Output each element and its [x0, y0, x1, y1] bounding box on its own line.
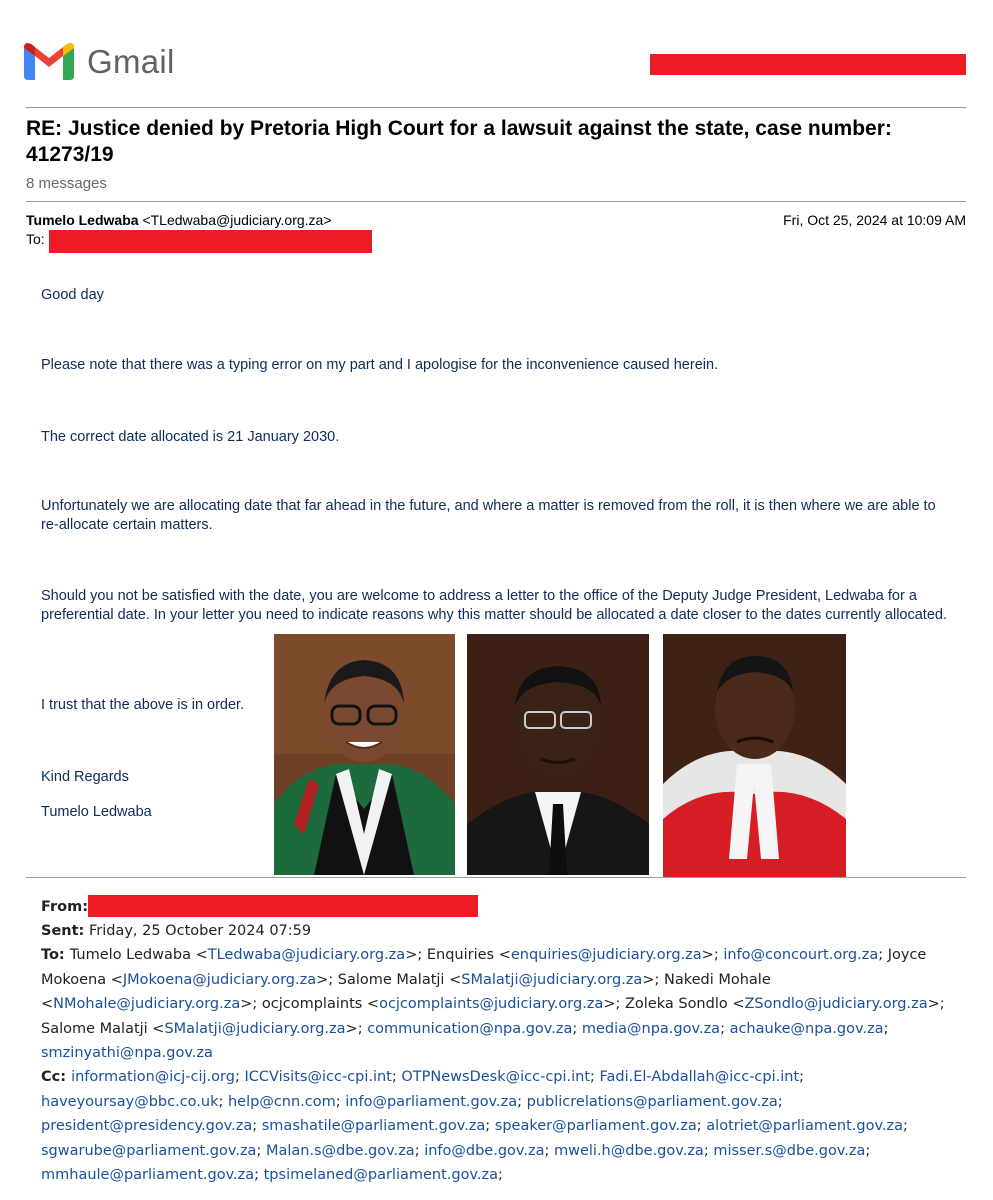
- body-paragraph: Please note that there was a typing error on my part and I apologise for the inconvenience caused herein.: [41, 357, 719, 373]
- subject-divider: [26, 201, 966, 202]
- cc-email-link[interactable]: help@cnn.com: [227, 1093, 336, 1110]
- sign-off: Kind Regards: [41, 769, 129, 785]
- recipient-name: Salome Malatji <: [337, 971, 462, 988]
- message-count: 8 messages: [26, 175, 107, 192]
- sent-value: Friday, 25 October 2024 07:59: [88, 923, 312, 939]
- recipient-name: Enquiries <: [426, 947, 511, 963]
- body-paragraph: Unfortunately we are allocating date that far ahead in the future, and where a matter is removed from the roll, it is then where we are able to re-allocate certain matters.: [41, 498, 936, 533]
- portrait-photo-man-glasses: [467, 634, 649, 875]
- redacted-recipient: [49, 230, 372, 253]
- cc-email-link[interactable]: smashatile@parliament.gov.za: [261, 1118, 486, 1134]
- recipient-name: Nakedi Mohale <: [41, 971, 771, 1012]
- recipient-name: Salome Malatji <: [41, 1020, 165, 1037]
- cc-email-link[interactable]: Malan.s@dbe.gov.za: [265, 1142, 415, 1159]
- quoted-to-recipients: To: Tumelo Ledwaba <TLedwaba@judiciary.org.za>; Enquiries <enquiries@judiciary.org.za>; info@concourt.org.za; Joyce Mokoena <JMokoena@judiciary.org.za>; Salome Malatji <SMalatji@judiciary.org.za>; Nakedi Mohale <NMohale@judiciary.org.za>; ocjcomplaints <ocjcomplaints@judiciary.org.za>; Zoleka Sondlo <ZSondlo@judiciary.org.za>; Salome Malatji <SMalatji@judiciary.org.za>; communication@npa.gov.za; media@npa.gov.za; achauke@npa.gov.za; smzinyathi@npa.gov.za: [41, 947, 945, 1061]
- recipient-email-link[interactable]: info@concourt.org.za: [723, 947, 879, 963]
- recipient-email-link[interactable]: achauke@npa.gov.za: [729, 1020, 884, 1037]
- cc-email-link[interactable]: president@presidency.gov.za: [41, 1118, 253, 1134]
- portrait-photo-man-red-robe: [663, 634, 846, 877]
- cc-email-link[interactable]: information@icj-cij.org: [71, 1069, 235, 1085]
- cc-label: Cc:: [41, 1069, 72, 1085]
- cc-email-link[interactable]: publicrelations@parliament.gov.za: [526, 1093, 778, 1110]
- recipient-email-link[interactable]: ocjcomplaints@judiciary.org.za: [379, 996, 604, 1012]
- to-label: To:: [26, 231, 45, 247]
- cc-email-link[interactable]: haveyoursay@bbc.co.uk: [41, 1093, 219, 1110]
- gmail-logo-icon[interactable]: [24, 42, 74, 80]
- recipient-email-link[interactable]: TLedwaba@judiciary.org.za: [207, 947, 406, 963]
- sender-name: Tumelo Ledwaba: [26, 212, 139, 228]
- recipient-email-link[interactable]: communication@npa.gov.za: [367, 1020, 573, 1037]
- recipient-name: Zoleka Sondlo <: [624, 996, 745, 1012]
- recipient-email-link[interactable]: ZSondlo@judiciary.org.za: [744, 996, 928, 1012]
- cc-email-link[interactable]: sgwarube@parliament.gov.za: [41, 1142, 257, 1159]
- redacted-from-address: [88, 895, 478, 917]
- body-paragraph: Should you not be satisfied with the date, you are welcome to address a letter to the office of the Deputy Judge President, Ledwaba for a preferential date. In your letter you need to indicate reasons why this matter should be allocated a date closer to the dates currently allocated.: [41, 588, 947, 623]
- cc-email-link[interactable]: OTPNewsDesk@icc-cpi.int: [401, 1069, 591, 1085]
- recipient-email-link[interactable]: smzinyathi@npa.gov.za: [41, 1045, 213, 1061]
- cc-email-link[interactable]: alotriet@parliament.gov.za: [706, 1118, 904, 1134]
- cc-email-link[interactable]: mweli.h@dbe.gov.za: [553, 1142, 704, 1159]
- recipient-email-link[interactable]: JMokoena@judiciary.org.za: [122, 971, 317, 988]
- body-paragraph: Good day: [41, 287, 104, 303]
- cc-email-link[interactable]: mmhaule@parliament.gov.za: [41, 1167, 255, 1183]
- quoted-sent: [41, 919, 311, 944]
- signature-name: Tumelo Ledwaba: [41, 804, 152, 820]
- body-paragraph: I trust that the above is in order.: [41, 697, 245, 713]
- redacted-account-email: [650, 54, 966, 75]
- quoted-cc-recipients: Cc: information@icj-cij.org; ICCVisits@icc-cpi.int; OTPNewsDesk@icc-cpi.int; Fadi.El-Abdallah@icc-cpi.int; haveyoursay@bbc.co.uk; help@cnn.com; info@parliament.gov.za; publicrelations@parliament.gov.za; president@presidency.gov.za; smashatile@parliament.gov.za; speaker@parliament.gov.za; alotriet@parliament.gov.za; sgwarube@parliament.gov.za; Malan.s@dbe.gov.za; info@dbe.gov.za; mweli.h@dbe.gov.za; misser.s@dbe.gov.za; mmhaule@parliament.gov.za; tpsimelaned@parliament.gov.za;: [41, 1069, 908, 1183]
- cc-email-link[interactable]: info@dbe.gov.za: [424, 1142, 545, 1159]
- recipient-email-link[interactable]: NMohale@judiciary.org.za: [53, 996, 241, 1012]
- cc-email-link[interactable]: speaker@parliament.gov.za: [494, 1118, 697, 1134]
- quoted-from: [41, 895, 88, 920]
- header-divider: [26, 107, 966, 108]
- portrait-photo-woman-judge: [274, 634, 455, 875]
- sent-label: Sent:: [41, 923, 85, 939]
- message-date: Fri, Oct 25, 2024 at 10:09 AM: [783, 212, 966, 228]
- sender-email: <TLedwaba@judiciary.org.za>: [142, 212, 332, 228]
- recipient-email-link[interactable]: media@npa.gov.za: [581, 1020, 721, 1037]
- recipient-name: ocjcomplaints <: [261, 996, 380, 1012]
- recipient-name: Tumelo Ledwaba <: [69, 947, 208, 963]
- gmail-brand: Gmail: [87, 43, 175, 80]
- cc-email-link[interactable]: info@parliament.gov.za: [345, 1093, 518, 1110]
- thread-subject: RE: Justice denied by Pretoria High Court for a lawsuit against the state, case number: 41273/19: [26, 117, 892, 166]
- recipient-email-link[interactable]: SMalatji@judiciary.org.za: [164, 1020, 346, 1037]
- cc-email-link[interactable]: tpsimelaned@parliament.gov.za: [263, 1167, 499, 1183]
- cc-email-link[interactable]: Fadi.El-Abdallah@icc-cpi.int: [599, 1069, 800, 1085]
- cc-email-link[interactable]: ICCVisits@icc-cpi.int: [244, 1069, 392, 1085]
- recipient-name: Joyce Mokoena <: [41, 947, 927, 988]
- to-label: To:: [41, 947, 70, 963]
- from-label: From:: [41, 899, 88, 915]
- recipient-email-link[interactable]: enquiries@judiciary.org.za: [510, 947, 702, 963]
- quote-divider: [26, 877, 966, 878]
- recipient-email-link[interactable]: SMalatji@judiciary.org.za: [461, 971, 643, 988]
- body-paragraph: The correct date allocated is 21 January 2030.: [41, 429, 340, 445]
- sender[interactable]: [26, 212, 332, 228]
- cc-email-link[interactable]: misser.s@dbe.gov.za: [713, 1142, 866, 1159]
